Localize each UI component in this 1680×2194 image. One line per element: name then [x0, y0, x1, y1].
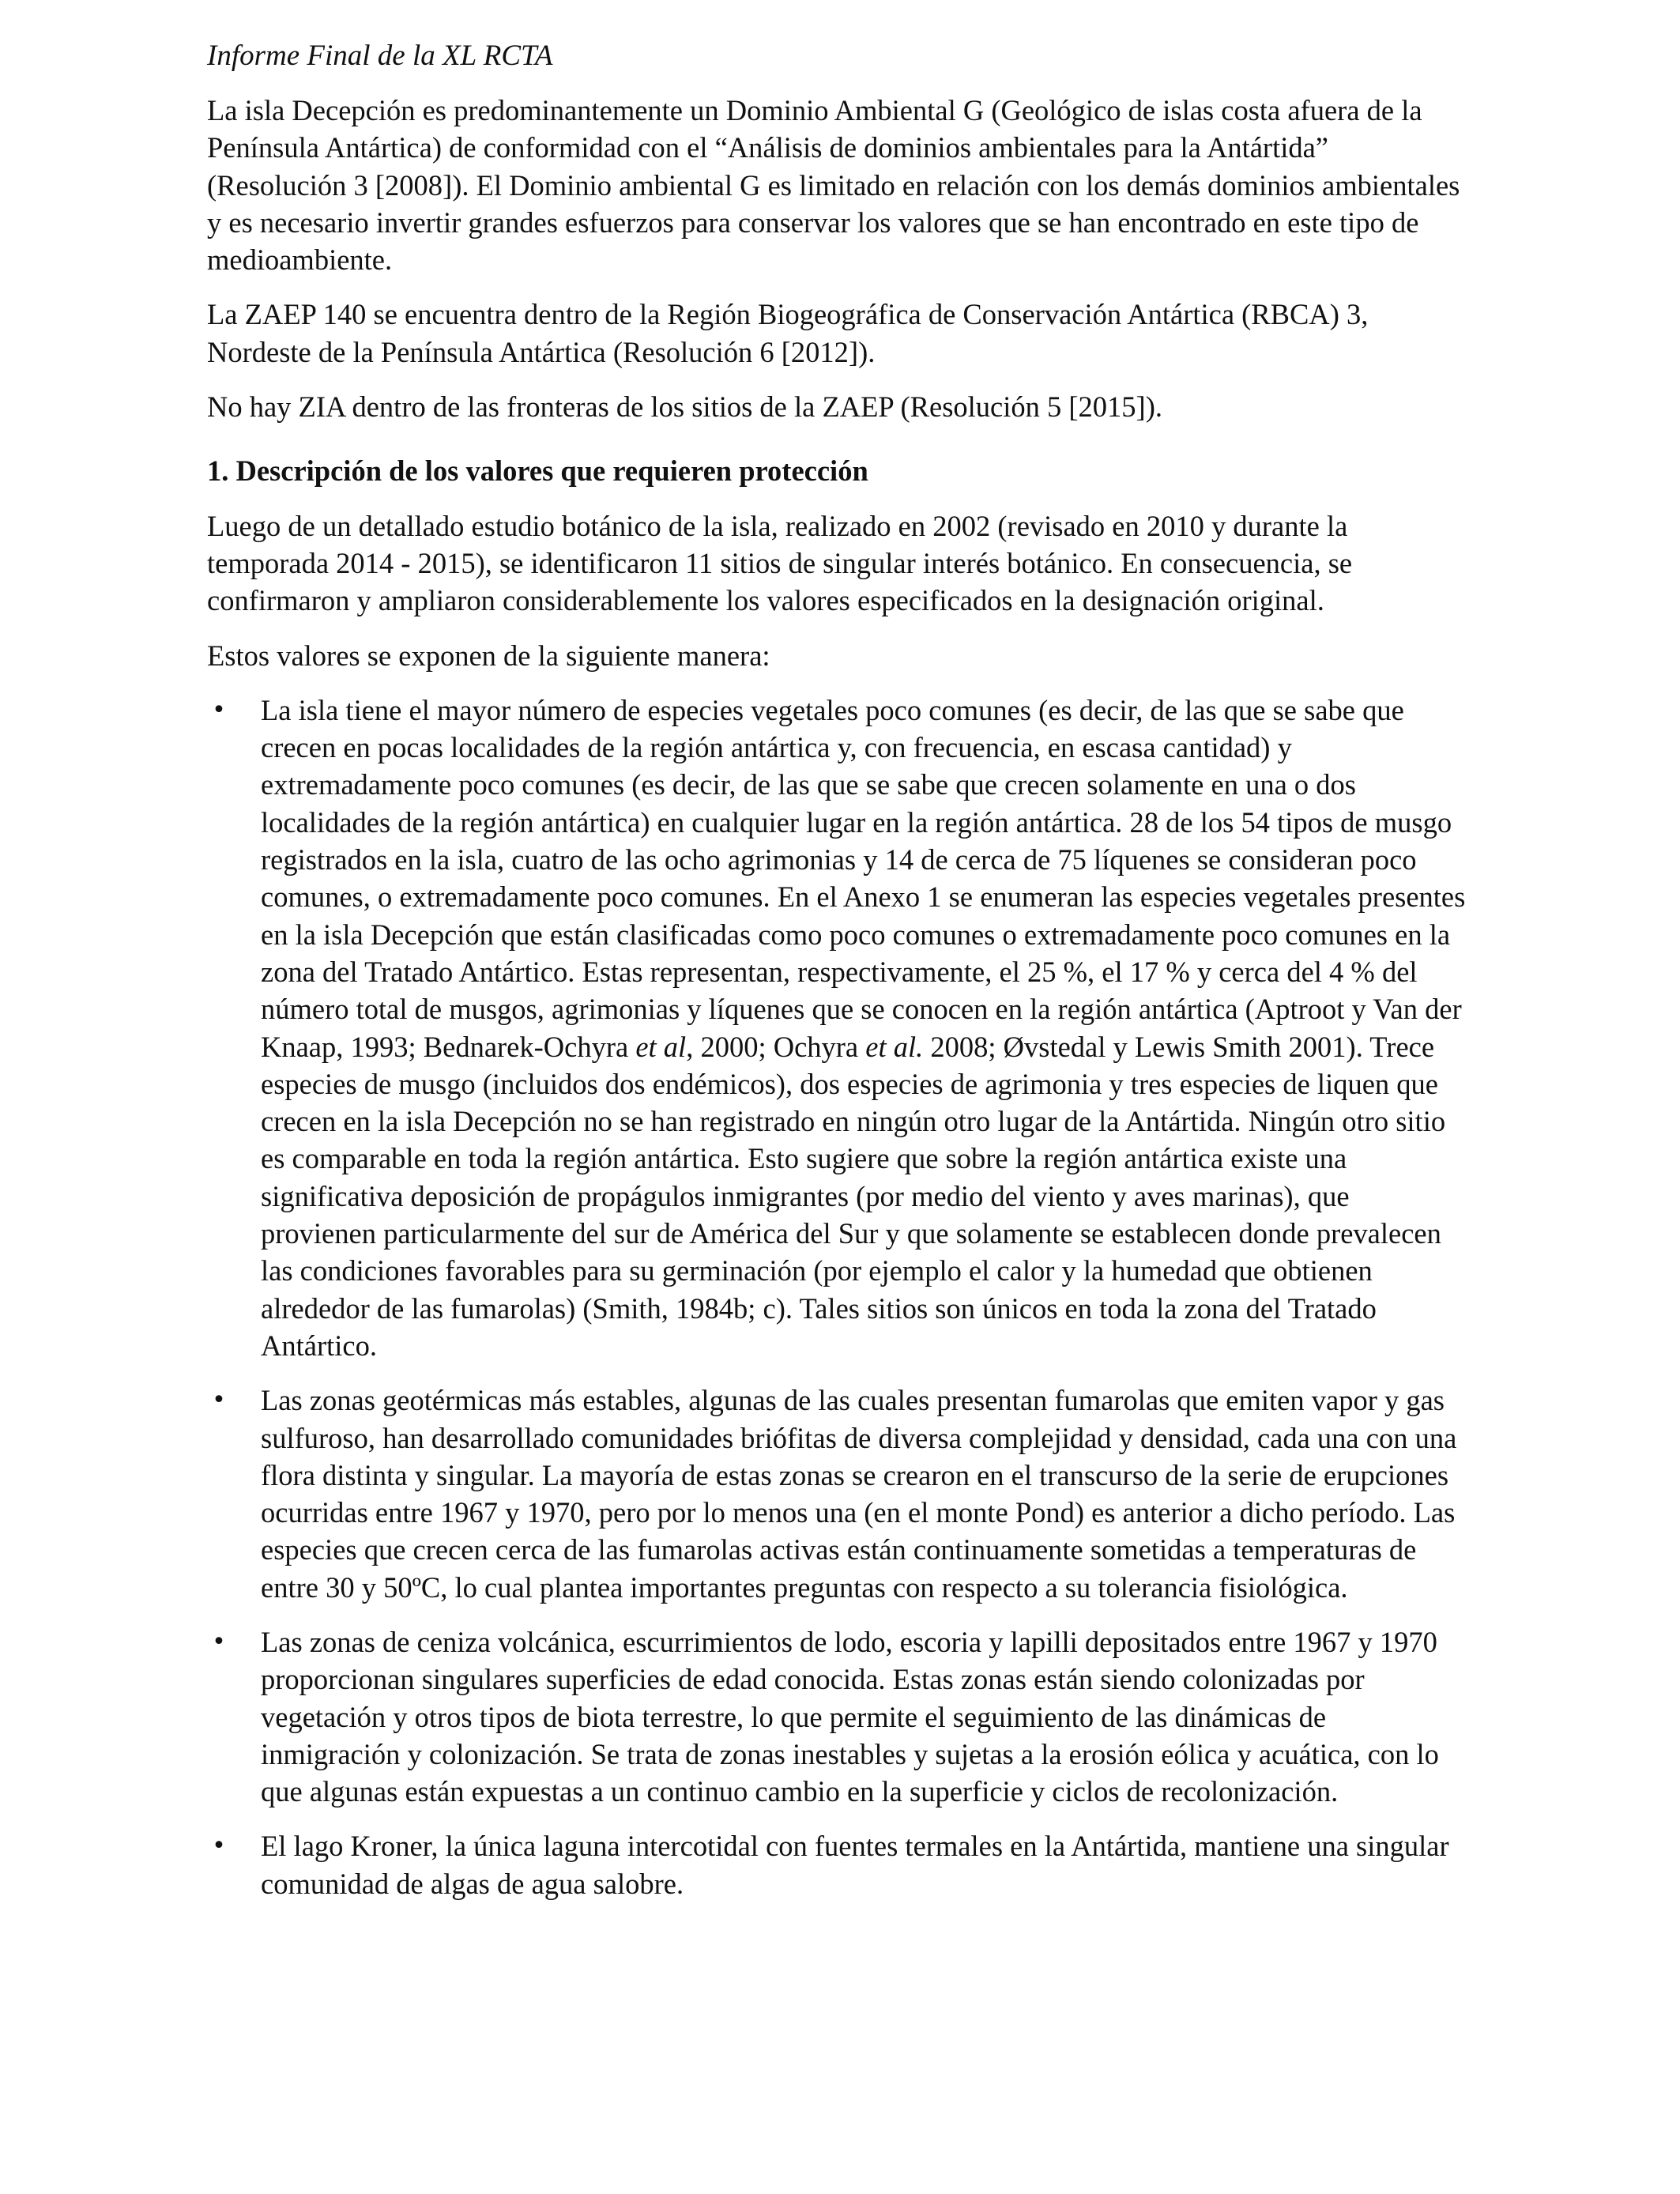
section-heading: 1. Descripción de los valores que requieren protección — [207, 454, 868, 488]
list-item-geothermal-zones — [207, 1382, 1471, 1606]
running-header: Informe Final de la XL RCTA — [207, 40, 553, 72]
values-list — [207, 692, 1471, 1902]
bullet-icon: • — [212, 1832, 226, 1860]
section-paragraph-values-intro: Estos valores se exponen de la siguiente manera: — [207, 639, 770, 672]
list-item-kroner-lake — [207, 1827, 1471, 1902]
list-item-volcanic-ash-zones — [207, 1623, 1471, 1810]
list-item-text: El lago Kroner, la única laguna intercotidal con fuentes termales en la Antártida, mantiene una singular comunidad de algas de agua salobre. — [261, 1830, 1449, 1900]
intro-paragraph-rbca: La ZAEP 140 se encuentra dentro de la Región Biogeográfica de Conservación Antártica (RBCA) 3, Nordeste de la Península Antártica (Resolución 6 [2012]). — [207, 298, 1369, 368]
document-page — [207, 38, 1471, 1920]
section-paragraph-study: Luego de un detallado estudio botánico de la isla, realizado en 2002 (revisado en 2010 y durante la temporada 2014 - 2015), se identificaron 11 sitios de singular interés botánico. En consecuencia, se confirmaron y ampliaron considerablemente los valores especificados en la designación original. — [207, 509, 1353, 617]
bullet-icon: • — [212, 696, 226, 724]
list-item-text: Las zonas geotérmicas más estables, algunas de las cuales presentan fumarolas que emiten vapor y gas sulfuroso, han desarrollado comunidades briófitas de diversa complejidad y densidad, cada una con una flora distinta y singular. La mayoría de estas zonas se crearon en el transcurso de la serie de erupciones ocurridas entre 1967 y 1970, pero por lo menos una (en el monte Pond) es anterior a dicho período. Las especies que crecen cerca de las fumarolas activas están continuamente sometidas a temperaturas de entre 30 y 50ºC, lo cual plantea importantes preguntas con respecto a su tolerancia fisiológica. — [261, 1384, 1457, 1604]
list-item-rare-species — [207, 692, 1471, 1364]
list-item-text: La isla tiene el mayor número de especies vegetales poco comunes (es decir, de las que se sabe que crecen en pocas localidades de la región antártica y, con frecuencia, en escasa cantidad) y extremadamente poco comunes (es decir, de las que se sabe que crecen solamente en una o dos localidades de la región antártica) en cualquier lugar en la región antártica. 28 de los 54 tipos de musgo registrados en la isla, cuatro de las ocho agrimonias y 14 de cerca de 75 líquenes se consideran poco comunes, o extremadamente poco comunes. En el Anexo 1 se enumeran las especies vegetales presentes en la isla Decepción que están clasificadas como poco comunes o extremadamente poco comunes en la zona del Tratado Antártico. Estas representan, respectivamente, el 25 %, el 17 % y cerca del 4 % del número total de musgos, agrimonias y líquenes que se conocen en la región antártica (Aptroot y Van der Knaap, 1993; Bednarek-Ochyra et al, 2000; Ochyra et al. 2008; Øvstedal y Lewis Smith 2001). Trece especies de musgo (incluidos dos endémicos), dos especies de agrimonia y tres especies de liquen que crecen en la isla Decepción no se han registrado en ningún otro lugar de la Antártida. Ningún otro sitio es comparable en toda la región antártica. Esto sugiere que sobre la región antártica existe una significativa deposición de propágulos inmigrantes (por medio del viento y aves marinas), que provienen particularmente del sur de América del Sur y que solamente se establecen donde prevalecen las condiciones favorables para su germinación (por ejemplo el calor y la humedad que obtienen alrededor de las fumarolas) (Smith, 1984b; c). Tales sitios son únicos en toda la zona del Tratado Antártico. — [261, 693, 1466, 1362]
intro-paragraph-zia: No hay ZIA dentro de las fronteras de los sitios de la ZAEP (Resolución 5 [2015]). — [207, 390, 1162, 424]
bullet-icon: • — [212, 1627, 226, 1656]
intro-paragraph-environmental-domain: La isla Decepción es predominantemente un Dominio Ambiental G (Geológico de islas costa afuera de la Península Antártica) de conformidad con el “Análisis de dominios ambientales para la Antártida” (Resolución 3 [2008]). El Dominio ambiental G es limitado en relación con los demás dominios ambientales y es necesario invertir grandes esfuerzos para conservar los valores que se han encontrado en este tipo de medioambiente. — [207, 94, 1460, 277]
list-item-text: Las zonas de ceniza volcánica, escurrimientos de lodo, escoria y lapilli depositados entre 1967 y 1970 proporcionan singulares superficies de edad conocida. Estas zonas están siendo colonizadas por vegetación y otros tipos de biota terrestre, lo que permite el seguimiento de las dinámicas de inmigración y colonización. Se trata de zonas inestables y sujetas a la erosión eólica y acuática, con lo que algunas están expuestas a un continuo cambio en la superficie y ciclos de recolonización. — [261, 1625, 1439, 1808]
bullet-icon: • — [212, 1386, 226, 1415]
